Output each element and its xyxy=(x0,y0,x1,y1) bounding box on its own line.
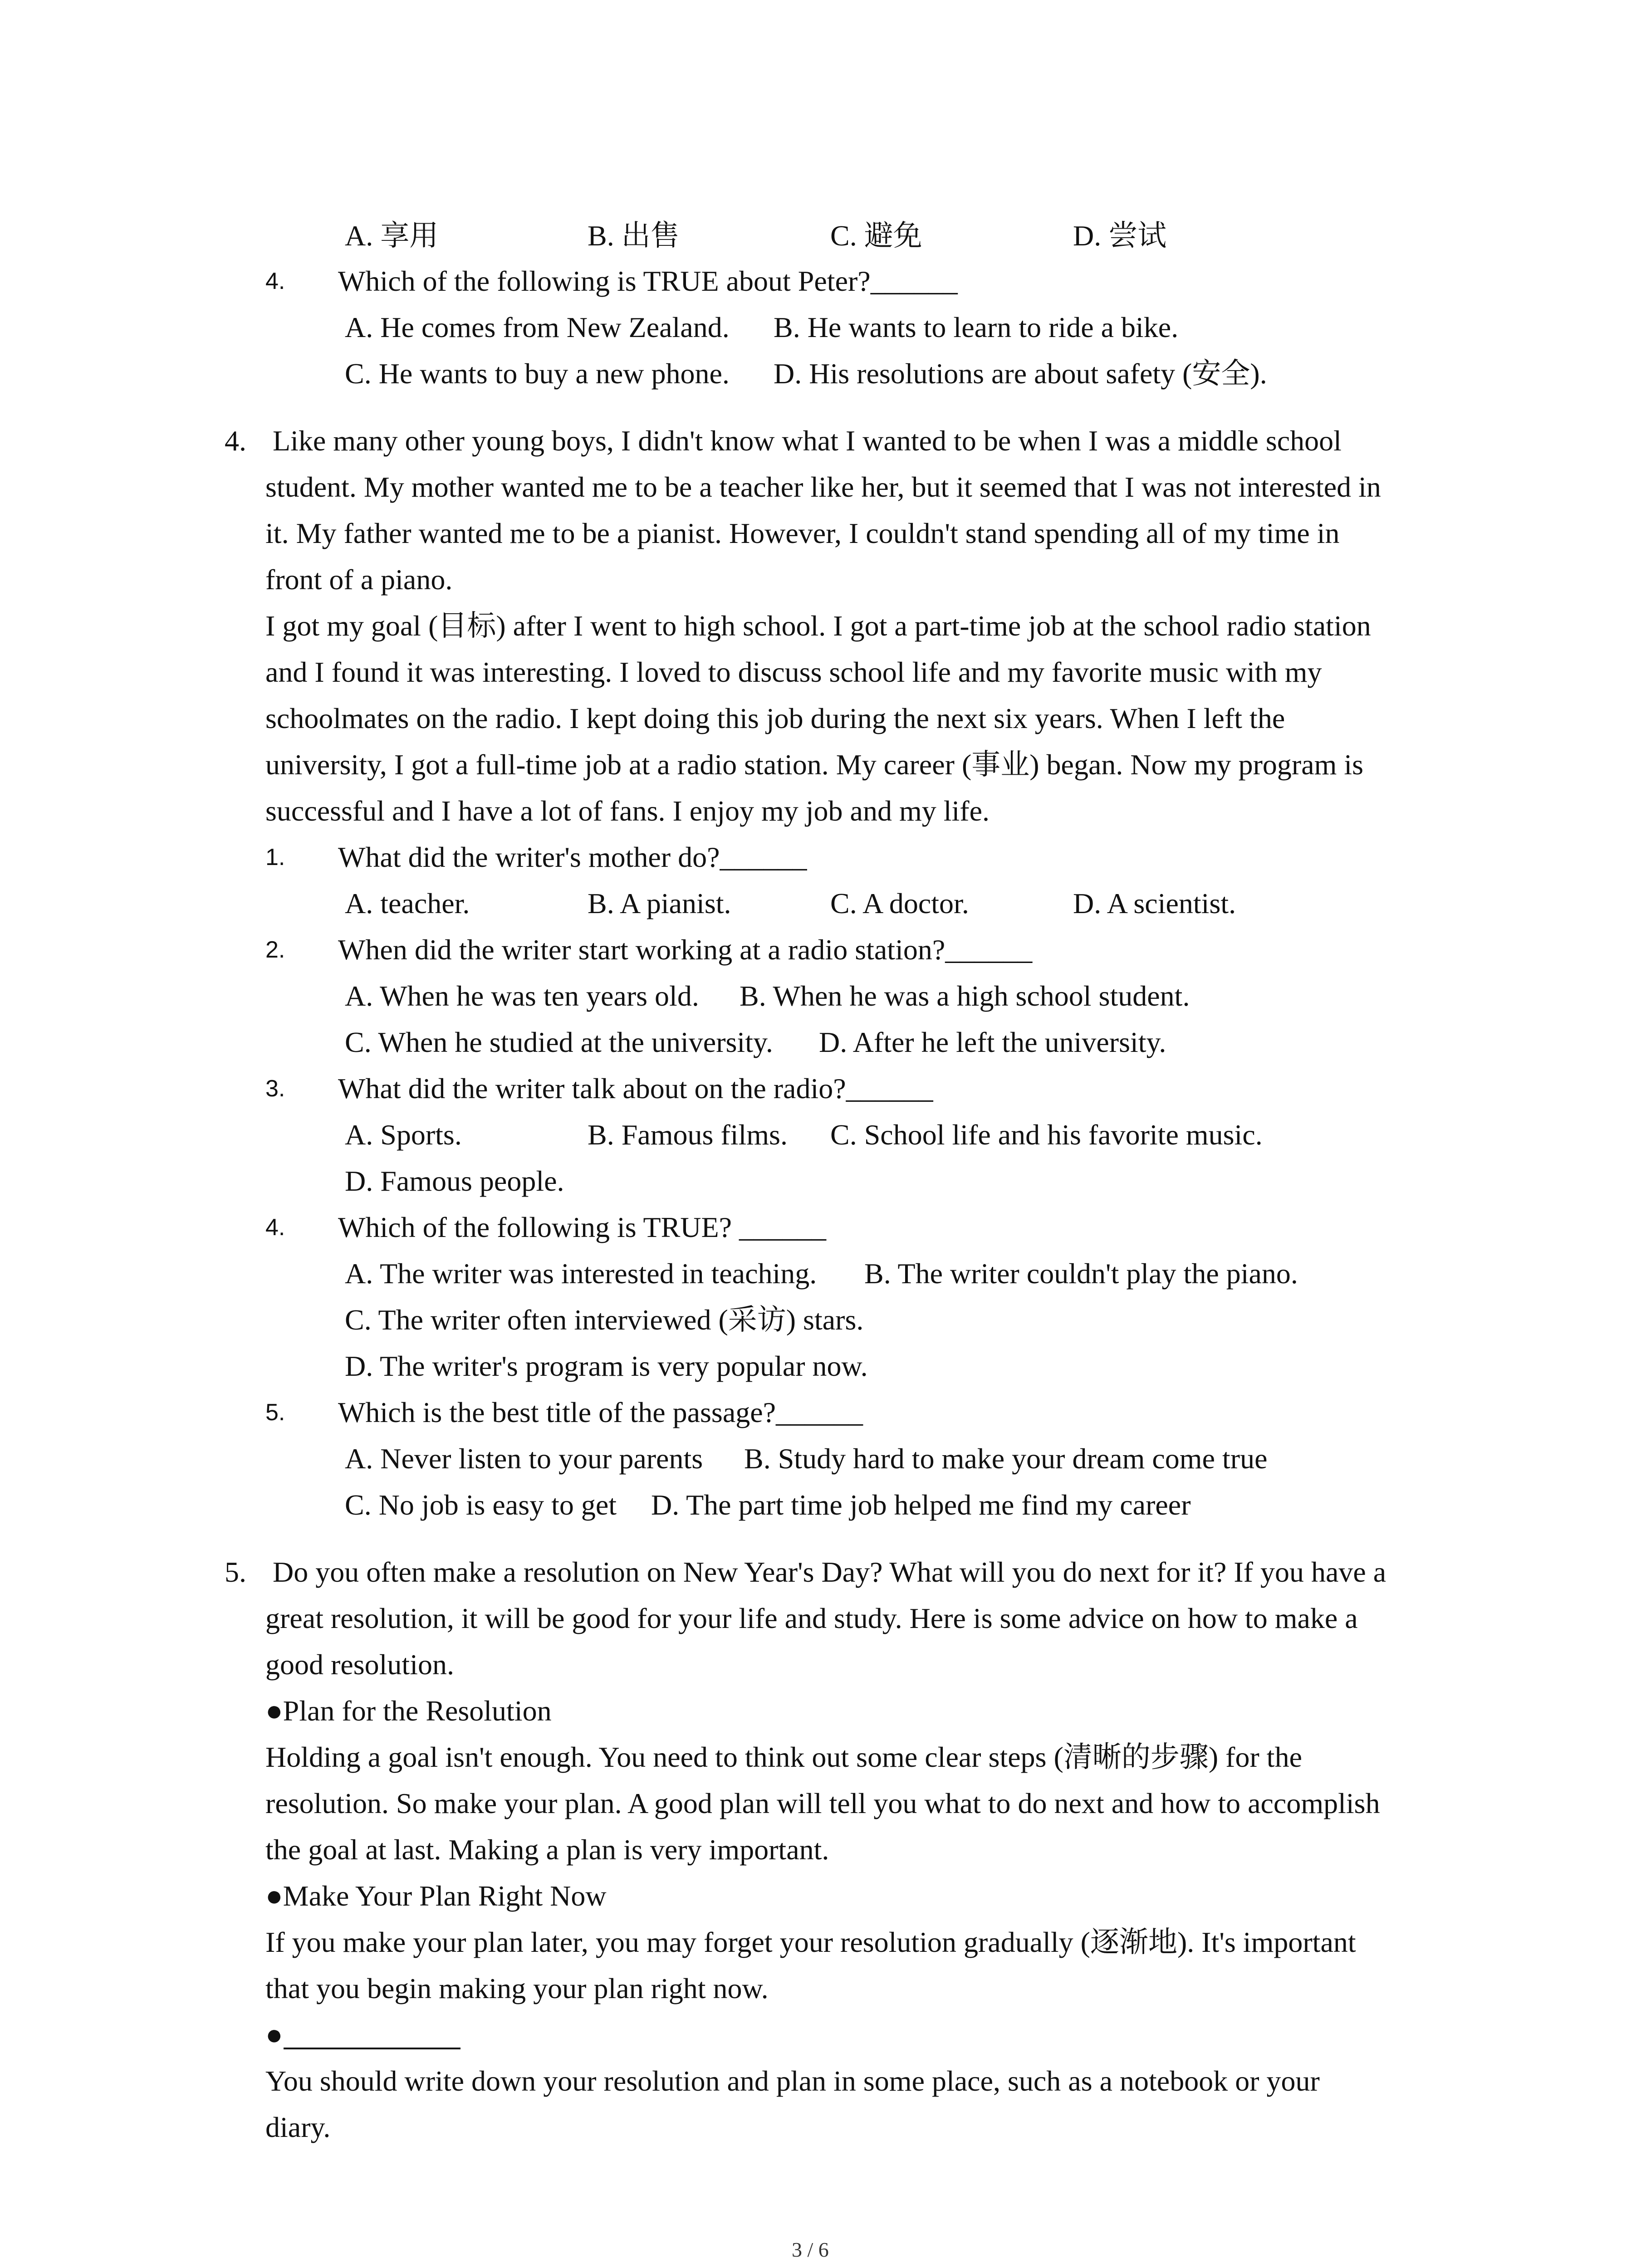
option-a: A. When he was ten years old. xyxy=(345,980,699,1012)
option-d: D. A scientist. xyxy=(1073,887,1236,919)
question-text: What did the writer talk about on the radio?______ xyxy=(338,1072,933,1105)
section-heading: ●Make Your Plan Right Now xyxy=(265,1880,607,1912)
option-c: C. A doctor. xyxy=(830,887,969,919)
option-a: A. Never listen to your parents xyxy=(345,1442,703,1475)
passage-line: Holding a goal isn't enough. You need to think out some clear steps (清晰的步骤) for the xyxy=(265,1741,1302,1773)
q3-option-b: B. 出售 xyxy=(588,220,680,252)
passage-number: 4. xyxy=(225,425,246,457)
option-c: C. School life and his favorite music. xyxy=(830,1119,1263,1151)
passage-line: schoolmates on the radio. I kept doing this job during the next six years. When I left the xyxy=(265,702,1285,734)
passage-line: If you make your plan later, you may forget your resolution gradually (逐渐地). It's important xyxy=(265,1926,1356,1958)
question-text: Which of the following is TRUE about Peter?______ xyxy=(338,265,958,297)
option-b: B. When he was a high school student. xyxy=(740,980,1190,1012)
passage-line: diary. xyxy=(265,2111,331,2143)
section-heading: ●Plan for the Resolution xyxy=(265,1695,552,1727)
option-a: A. teacher. xyxy=(345,887,470,919)
option-b: B. Study hard to make your dream come true xyxy=(744,1442,1268,1475)
option-d: D. The part time job helped me find my career xyxy=(651,1489,1191,1521)
option-b: B. A pianist. xyxy=(588,887,731,919)
passage-line: Do you often make a resolution on New Year's Day? What will you do next for it? If you have a xyxy=(265,1556,1386,1588)
q3-option-a: A. 享用 xyxy=(345,220,439,252)
question-number: 2. xyxy=(265,937,285,963)
page-number: 3 / 6 xyxy=(792,2238,829,2261)
passage-line: student. My mother wanted me to be a teacher like her, but it seemed that I was not interested in xyxy=(265,471,1381,503)
question-text: When did the writer start working at a radio station?______ xyxy=(338,934,1033,966)
passage-line: the goal at last. Making a plan is very important. xyxy=(265,1833,829,1866)
option-c: C. The writer often interviewed (采访) stars. xyxy=(345,1304,864,1336)
passage-line: You should write down your resolution and plan in some place, such as a notebook or your xyxy=(265,2065,1320,2097)
passage-line: front of a piano. xyxy=(265,563,453,596)
question-number: 1. xyxy=(265,844,285,870)
q3-option-d: D. 尝试 xyxy=(1073,220,1167,252)
option-a: A. Sports. xyxy=(345,1119,462,1151)
passage-line: Like many other young boys, I didn't know what I wanted to be when I was a middle school xyxy=(265,425,1342,457)
option-d: D. His resolutions are about safety (安全). xyxy=(774,357,1267,390)
option-b: B. He wants to learn to ride a bike. xyxy=(774,311,1179,343)
option-c: C. No job is easy to get xyxy=(345,1489,617,1521)
question-number: 4. xyxy=(265,1214,285,1241)
passage-number: 5. xyxy=(225,1556,246,1588)
question-text: Which is the best title of the passage?______ xyxy=(338,1396,863,1428)
option-a: A. He comes from New Zealand. xyxy=(345,311,730,343)
option-c: C. When he studied at the university. xyxy=(345,1026,773,1058)
passage-line: resolution. So make your plan. A good plan will tell you what to do next and how to accomplish xyxy=(265,1787,1380,1819)
passage-line: that you begin making your plan right now. xyxy=(265,1972,769,2004)
q3-option-c: C. 避免 xyxy=(830,220,922,252)
passage-line: great resolution, it will be good for your life and study. Here is some advice on how to make a xyxy=(265,1602,1358,1634)
option-b: B. Famous films. xyxy=(588,1119,788,1151)
option-b: B. The writer couldn't play the piano. xyxy=(864,1257,1298,1290)
passage-line: I got my goal (目标) after I went to high school. I got a part-time job at the school radio station xyxy=(265,610,1371,642)
option-d: D. The writer's program is very popular now. xyxy=(345,1350,868,1382)
question-number: 5. xyxy=(265,1399,285,1426)
option-d: D. Famous people. xyxy=(345,1165,564,1197)
question-text: Which of the following is TRUE? ______ xyxy=(338,1211,826,1243)
option-d: D. After he left the university. xyxy=(819,1026,1166,1058)
answer-blank[interactable] xyxy=(284,2048,460,2049)
passage-line: good resolution. xyxy=(265,1648,454,1681)
option-c: C. He wants to buy a new phone. xyxy=(345,357,730,390)
passage-line: and I found it was interesting. I loved to discuss school life and my favorite music with my xyxy=(265,656,1322,688)
option-a: A. The writer was interested in teaching. xyxy=(345,1257,817,1290)
question-number: 3. xyxy=(265,1075,285,1102)
question-text: What did the writer's mother do?______ xyxy=(338,841,807,873)
passage-line: it. My father wanted me to be a pianist. However, I couldn't stand spending all of my time in xyxy=(265,517,1340,549)
passage-line: university, I got a full-time job at a radio station. My career (事业) began. Now my program is xyxy=(265,748,1364,781)
bullet-icon: ● xyxy=(265,2019,283,2051)
passage-line: successful and I have a lot of fans. I enjoy my job and my life. xyxy=(265,795,989,827)
question-number: 4. xyxy=(265,268,285,294)
